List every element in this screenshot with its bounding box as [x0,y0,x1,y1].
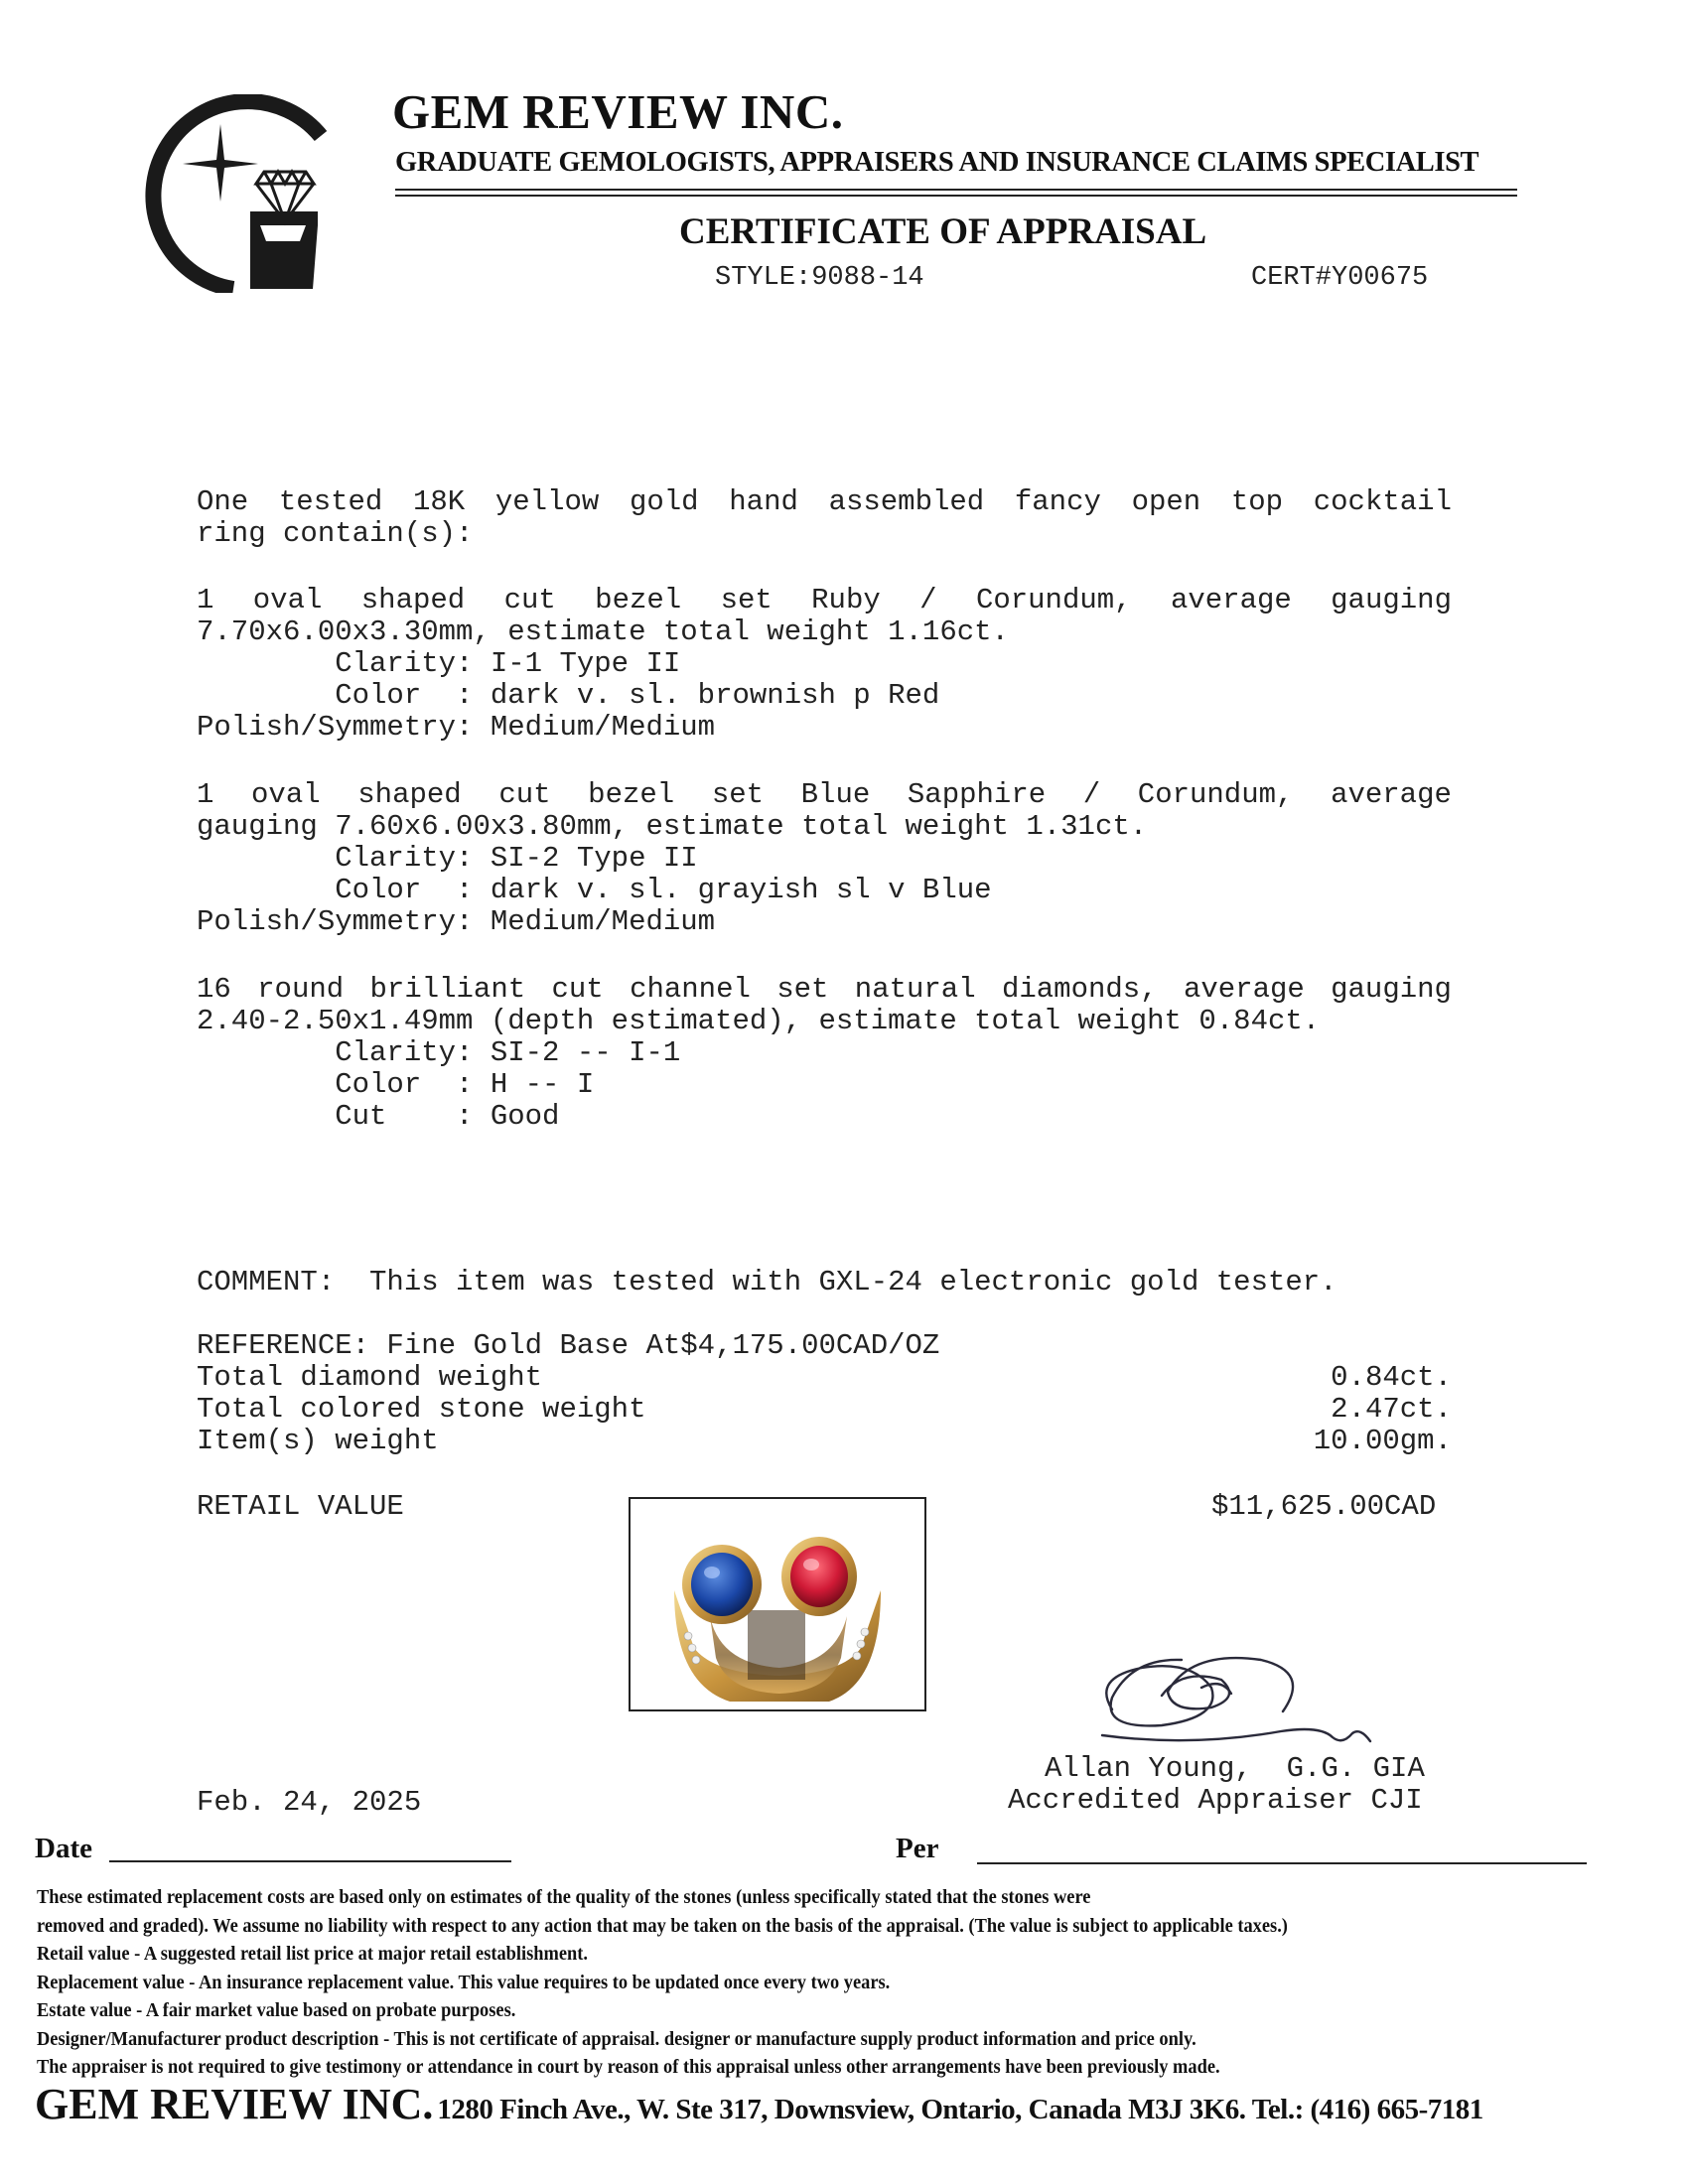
disclaimer-line: These estimated replacement costs are based only on estimates of the quality of the stones (unless specifically stated that the stones were [37,1886,1091,1908]
weight-row-colored [197,1394,1452,1426]
ruby-section [197,585,1452,744]
word: brilliant [369,973,526,1006]
word: set [720,584,773,616]
word: tested [278,485,383,518]
footer [35,2079,1483,2129]
word: / [1082,778,1101,811]
word: fancy [1014,485,1101,518]
word: One [197,485,249,518]
word: 18K [412,485,466,518]
appraisal-date: Feb. 24, 2025 [197,1786,422,1819]
weight-value: 2.47ct. [1331,1393,1452,1426]
word: cut [503,584,556,616]
disclaimer-line: Retail value - A suggested retail list price at major retail establishment. [37,1943,589,1965]
diamonds-color: Color : H -- I [197,1068,595,1101]
disclaimer-line: Estate value - A fair market value based on probate purposes. [37,1999,516,2021]
word: cocktail [1313,485,1452,518]
weight-value: 0.84ct. [1331,1361,1452,1394]
intro-line-1 [197,486,1452,518]
word: set [711,778,765,811]
cert-number: CERT#Y00675 [1251,263,1429,293]
weight-row-diamond [197,1362,1452,1394]
word: Corundum, [975,584,1132,616]
word: natural [854,973,976,1006]
ruby-color: Color : dark v. sl. brownish p Red [197,679,940,712]
ruby-clarity: Clarity: I-1 Type II [197,647,681,680]
ring-photo [629,1497,926,1711]
appraiser-title: Accredited Appraiser CJI [1008,1784,1423,1817]
word: Blue [800,778,871,811]
disclaimer-line: Designer/Manufacturer product description - This is not certificate of appraisal. designer or manufacture supply product information and price only. [37,2027,1196,2050]
word: channel [630,973,751,1006]
header-rule-bottom [395,195,1517,197]
sapphire-polish: Polish/Symmetry: Medium/Medium [197,905,716,938]
sapphire-line-2: gauging 7.60x6.00x3.80mm, estimate total weight 1.31ct. [197,810,1148,843]
weight-value: 10.00gm. [1313,1425,1452,1457]
word: diamonds, [1001,973,1158,1006]
word: oval [251,778,321,811]
word: 1 [197,584,214,616]
disclaimer-line: Replacement value - An insurance replacement value. This value requires to be updated once every two years. [37,1971,891,1993]
word: top [1230,485,1284,518]
word: Sapphire [907,778,1047,811]
word: Ruby [811,584,881,616]
word: bezel [588,778,675,811]
item-description [197,486,1452,550]
word: 1 [197,778,214,811]
disclaimer-line: removed and graded). We assume no liability with respect to any action that may be taken on the basis of the appraisal. (The value is subject to applicable taxes.) [37,1914,1288,1937]
diamonds-line-2: 2.40-2.50x1.49mm (depth estimated), estimate total weight 0.84ct. [197,1005,1321,1037]
word: average [1331,778,1452,811]
reference-line: REFERENCE: Fine Gold Base At$4,175.00CAD/OZ [197,1329,940,1362]
signature-scribble [1072,1638,1400,1757]
diamonds-cut: Cut : Good [197,1100,560,1133]
word: bezel [595,584,682,616]
style-number: STYLE:9088-14 [715,263,924,293]
retail-value: $11,625.00CAD [1211,1490,1437,1523]
weight-label: Total diamond weight [197,1361,543,1394]
word: 16 [197,973,231,1006]
per-label: Per [896,1833,939,1864]
word: average [1183,973,1305,1006]
comment-line: COMMENT: This item was tested with GXL-24 electronic gold tester. [197,1266,1337,1298]
sapphire-section [197,779,1452,938]
disclaimer-line: The appraiser is not required to give testimony or attendance in court by reason of this appraisal unless other arrangements have been previously made. [37,2056,1220,2078]
date-label: Date [35,1833,92,1864]
word: assembled [828,485,985,518]
footer-company: GEM REVIEW INC. [35,2080,434,2128]
word: cut [498,778,551,811]
retail-label: RETAIL VALUE [197,1490,404,1523]
footer-address: 1280 Finch Ave., W. Ste 317, Downsview, Ontario, Canada M3J 3K6. Tel.: (416) 665-7181 [437,2094,1483,2125]
word: gold [629,485,699,518]
word: shaped [357,778,462,811]
ruby-line-2: 7.70x6.00x3.30mm, estimate total weight 1.16ct. [197,615,1009,648]
diamonds-line-1 [197,974,1452,1006]
word: open [1131,485,1201,518]
gem-logo-icon [139,94,338,293]
word: set [776,973,829,1006]
word: cut [551,973,604,1006]
word: gauging [1331,584,1452,616]
page-title: CERTIFICATE OF APPRAISAL [679,211,1207,252]
per-rule [977,1862,1587,1864]
company-name: GEM REVIEW INC. [392,84,844,139]
sapphire-color: Color : dark v. sl. grayish sl v Blue [197,874,992,906]
word: round [257,973,345,1006]
word: / [919,584,937,616]
diamonds-clarity: Clarity: SI-2 -- I-1 [197,1036,681,1069]
intro-line-2: ring contain(s): [197,517,474,550]
company-tagline: GRADUATE GEMOLOGISTS, APPRAISERS AND INSURANCE CLAIMS SPECIALIST [395,147,1479,178]
weight-label: Total colored stone weight [197,1393,646,1426]
word: gauging [1331,973,1452,1006]
word: Corundum, [1137,778,1294,811]
appraiser-name: Allan Young, G.G. GIA [1045,1752,1425,1785]
word: shaped [360,584,466,616]
diamonds-section [197,974,1452,1133]
word: hand [729,485,798,518]
sapphire-clarity: Clarity: SI-2 Type II [197,842,698,875]
date-rule [109,1860,511,1862]
weight-label: Item(s) weight [197,1425,439,1457]
word: average [1170,584,1292,616]
disclaimer [37,1883,1288,2082]
header-rule-top [395,189,1517,191]
sapphire-line-1 [197,779,1452,811]
ruby-line-1 [197,585,1452,616]
weights-table [197,1362,1452,1457]
word: oval [252,584,323,616]
word: yellow [494,485,600,518]
weight-row-item [197,1426,1452,1457]
ruby-polish: Polish/Symmetry: Medium/Medium [197,711,716,744]
